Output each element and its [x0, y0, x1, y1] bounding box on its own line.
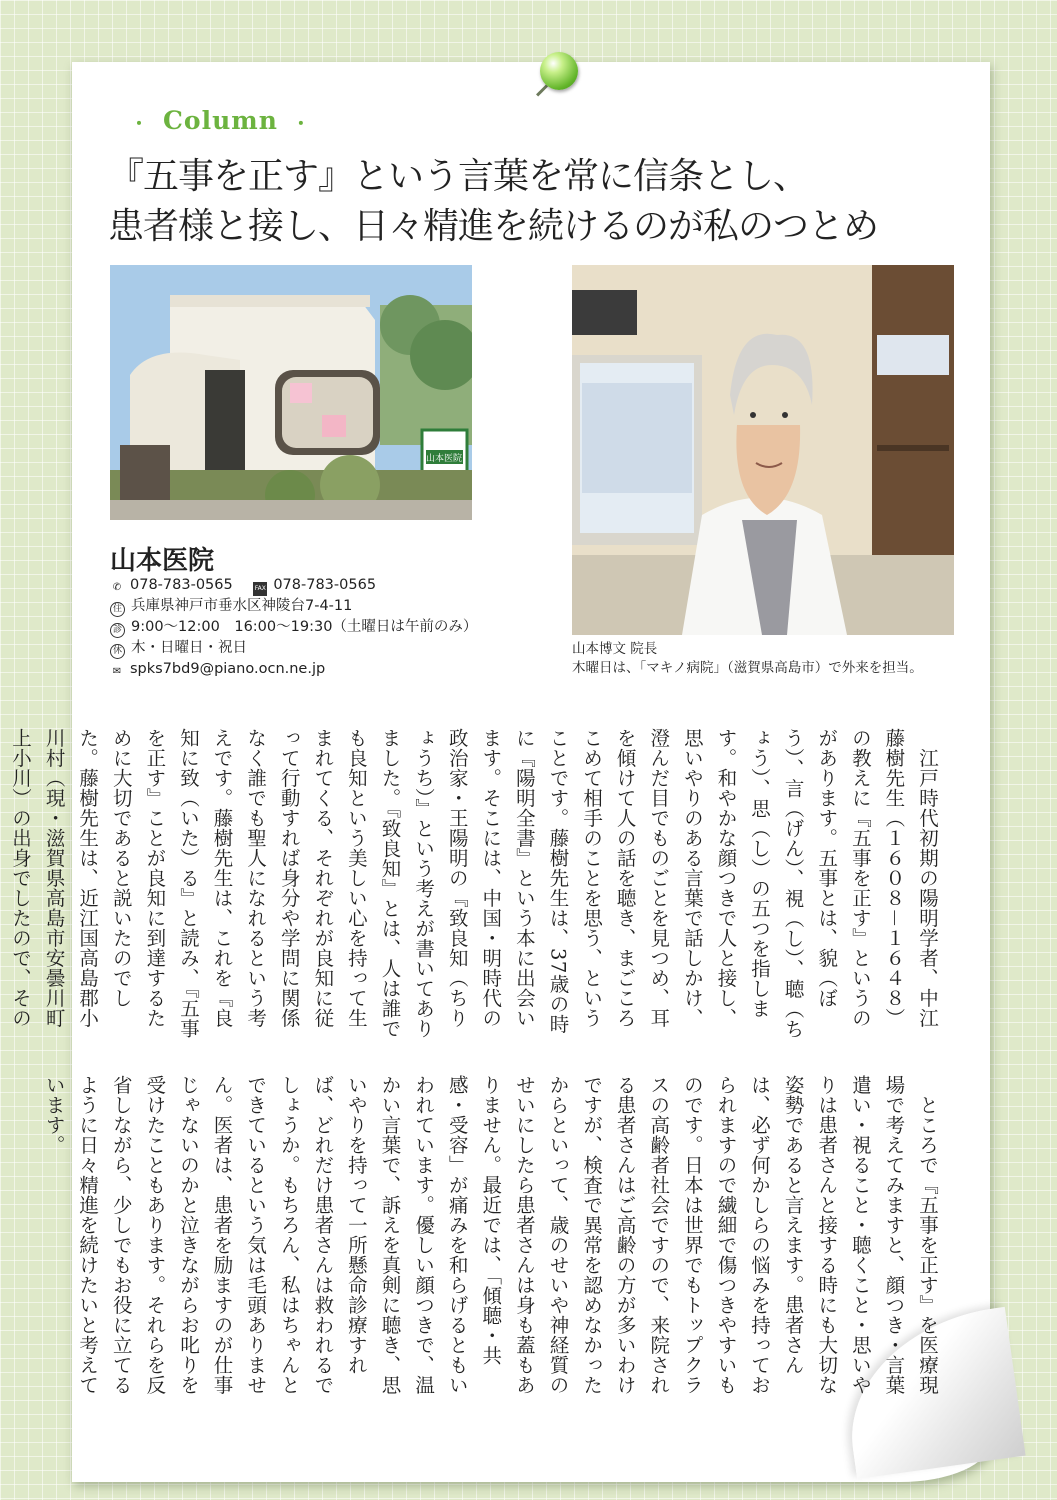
- tel-row: [110, 575, 477, 596]
- column-label-text: Column: [163, 106, 278, 135]
- tel-value[interactable]: 078-783-0565: [130, 577, 233, 593]
- clinic-building-illustration: [110, 265, 472, 520]
- column-label: [116, 106, 325, 136]
- hours-icon: 診: [110, 623, 125, 638]
- doctor-photo: [572, 265, 954, 635]
- address-value: 兵庫県神戸市垂水区神陵台7-4-11: [131, 598, 353, 614]
- clinic-info: [110, 575, 477, 680]
- address-row: [110, 596, 477, 617]
- photo-caption: [572, 640, 923, 678]
- clinic-building-photo: [110, 265, 472, 520]
- address-icon: 住: [110, 602, 125, 617]
- caption-line-2: 木曜日は、「マキノ病院」（滋賀県高島市）で外来を担当。: [572, 660, 923, 676]
- clinic-name: 山本医院: [110, 546, 215, 576]
- email-value[interactable]: spks7bd9@piano.ocn.ne.jp: [130, 661, 326, 677]
- fax-value: 078-783-0565: [273, 577, 377, 593]
- hours-value: 9:00〜12:00 16:00〜19:30（土曜日は午前のみ）: [131, 619, 478, 635]
- label-dot-right: ・: [291, 113, 311, 135]
- label-dot-left: ・: [130, 113, 149, 135]
- fax-icon: FAX: [253, 582, 267, 596]
- caption-line-1: 山本博文 院長: [572, 641, 658, 657]
- article-bottom: [42, 1075, 944, 1400]
- headline-line-1: 『五事を正す』という言葉を常に信条とし、: [108, 156, 809, 197]
- clinic-sign-text: 山本医院: [425, 454, 463, 464]
- closed-value: 木・日曜日・祝日: [131, 640, 247, 656]
- closed-icon: 休: [110, 644, 125, 659]
- article-paragraph: ところで『五事を正す』を医療現場で考えてみますと、顔つき・言葉遣い・視ること・聴くこと・思いやりは患者さんと接する時にも大切な姿勢であると言えます。患者さんは、必ず何かしらの悩みを持っておられますので繊細で傷つきやすいものです。日本は世界でもトップクラスの高齢者社会ですので、来院される患者さんはご高齢の方が多いわけですが、検査で異常を認めなかったからといって、歳のせいや神経質のせいにしたら患者さんは身も蓋もありません。最近では、「傾聴・共感・受容」が痛みを和らげるともいわれています。優しい顔つきで、温かい言葉で、訴えを真剣に聴き、思いやりを持って一所懸命診療すれば、どれだけ患者さんは救われるでしょうか。もちろん、私はちゃんとできているという気は毛頭ありません。医者は、患者を励ますのが仕事じゃないのかと泣きながらお叱りを受けたこともあります。それらを反省しながら、少しでもお役に立てるように日々精進を続けたいと考えています。: [42, 1075, 939, 1395]
- pushpin-icon: [540, 52, 578, 90]
- doctor-portrait-illustration: [572, 265, 954, 635]
- article-paragraph: 江戸時代初期の陽明学者、中江藤樹先生（１６０８－１６４８）の教えに『五事を正す』というのがあります。五事とは、貌（ぼう）、言（げん）、視（し）、聴（ちょう）、思（し）の五つを指します。和やかな顔つきで人と接し、思いやりのある言葉で話しかけ、澄んだ目でものごとを見つめ、耳を傾けて人の話を聴き、まごころこめて相手のことを思う、ということです。藤樹先生は、37歳の時に『陽明全書』という本に出会います。そこには、中国・明時代の政治家・王陽明の『致良知（ちりょうち）』という考えが書いてありました。『致良知』とは、人は誰でも良知という美しい心を持って生まれてくる、それぞれが良知に従って行動すれば身分や学問に関係なく誰でも聖人になれるという考えです。藤樹先生は、これを『良知に致（いた）る』と読み、『五事を正す』ことが良知に到達するために大切であると説いたのでした。藤樹先生は、近江国高島郡小川村（現・滋賀県高島市安曇川町上小川）の出身でしたので、その: [8, 728, 939, 1039]
- email-row: [110, 659, 477, 680]
- headline-line-2: 患者様と接し、日々精進を続けるのが私のつとめ: [108, 206, 879, 247]
- mail-icon: ✉: [112, 666, 122, 677]
- hours-row: [110, 617, 477, 638]
- closed-row: [110, 638, 477, 659]
- headline: [108, 152, 978, 252]
- phone-icon: ✆: [112, 582, 122, 593]
- article-top: [8, 728, 944, 1040]
